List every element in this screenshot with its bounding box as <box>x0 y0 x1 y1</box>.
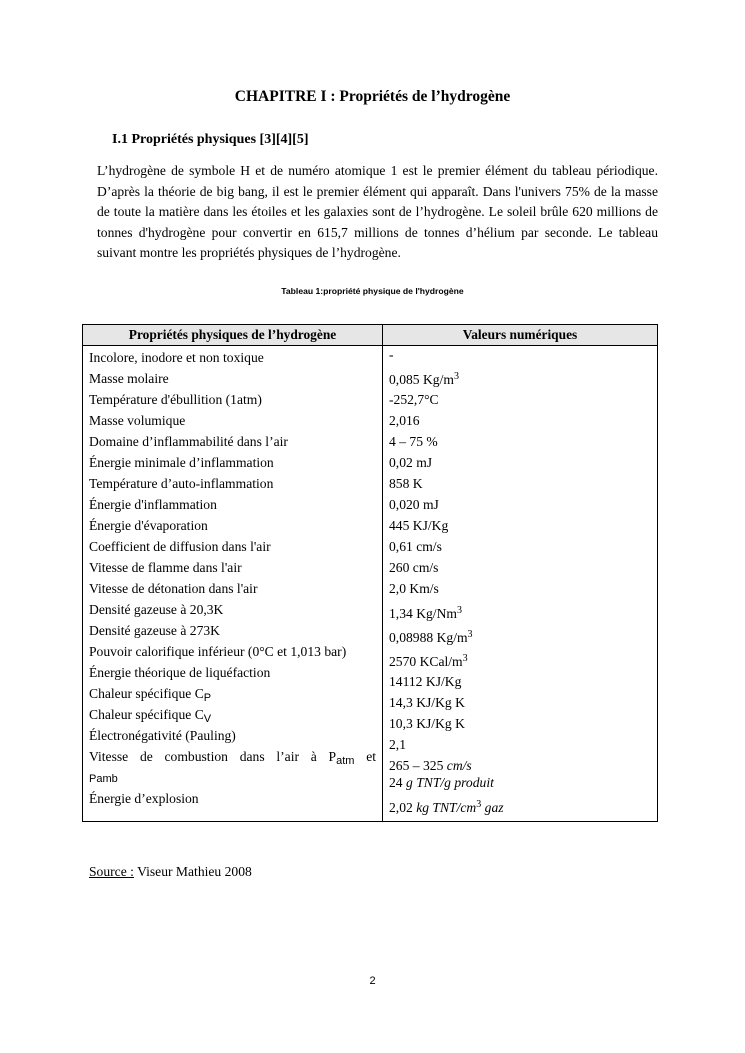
property-name: Incolore, inodore et non toxique <box>89 350 264 365</box>
value-cell: 260 cm/s <box>389 560 439 575</box>
page-number: 2 <box>369 975 376 987</box>
section-title: I.1 Propriétés physiques [3][4][5] <box>112 132 309 147</box>
property-name: Énergie d'évaporation <box>89 518 208 533</box>
property-name: Température d’auto-inflammation <box>89 476 274 491</box>
property-column <box>83 346 383 822</box>
property-name: Énergie minimale d’inflammation <box>89 455 274 470</box>
table-caption: Tableau 1:propriété physique de l'hydrogène <box>281 286 464 296</box>
properties-table <box>82 324 658 822</box>
value-column <box>383 346 658 822</box>
value-cell: 1,34 Kg/Nm$^3$ <box>389 605 462 621</box>
value-cell: 445 KJ/Kg <box>389 518 449 533</box>
value-cell: -252,7°C <box>389 392 439 407</box>
header-value: Valeurs numériques <box>383 325 658 346</box>
source-line <box>89 864 252 880</box>
value-cell: 0,085 $Kg/m^3$ <box>389 371 459 387</box>
property-name: Électronégativité (Pauling) <box>89 728 236 743</box>
property-name: Coefficient de diffusion dans l'air <box>89 539 271 554</box>
value-cell: 10,3 KJ/Kg K <box>389 716 465 731</box>
property-name: Densité gazeuse à 20,3K <box>89 602 224 617</box>
source-text: Viseur Mathieu 2008 <box>137 864 252 879</box>
intro-paragraph: L’hydrogène de symbole H et de numéro atomique 1 est le premier élément du tableau périodique. D’après la théorie de big bang, il est le premier élément qui apparaît. Dans l'univers 75% de la masse de toute la matière dans les étoiles et les galaxies sont de l’hydrogène. Le soleil brûle 620 millions de tonnes d'hydrogène pour convertir en 615,7 millions de tonnes d’hélium par seconde. Le tableau suivant montre les propriétés physiques de l’hydrogène. <box>97 163 658 261</box>
value-cell: 265 – 325 cm/s <box>389 758 472 773</box>
property-name: Densité gazeuse à 273K <box>89 623 220 638</box>
value-cell: 0,61 cm/s <box>389 539 442 554</box>
property-name-combustion-cont: Pamb <box>89 773 118 785</box>
source-label: Source : <box>89 864 134 879</box>
property-name-cp: Chaleur spécifique $C_P$ <box>89 686 212 704</box>
value-cell: 14112 KJ/Kg <box>389 674 462 689</box>
property-name: Température d'ébullition (1atm) <box>89 392 262 407</box>
value-cell: 0,08988 $Kg/m^3$ <box>389 629 473 645</box>
value-cell: 858 K <box>389 476 423 491</box>
table-header-row <box>83 325 658 346</box>
value-cell: 4 – 75 % <box>389 434 438 449</box>
property-name: Énergie d'inflammation <box>89 497 217 512</box>
value-cell: 0,020 mJ <box>389 497 439 512</box>
value-cell: - <box>389 347 394 362</box>
property-name: Énergie théorique de liquéfaction <box>89 665 271 680</box>
table-body-row <box>83 346 658 822</box>
value-cell: 2,1 <box>389 737 406 752</box>
property-name: Énergie d’explosion <box>89 791 199 806</box>
header-property: Propriétés physiques de l’hydrogène <box>83 325 383 346</box>
value-cell: 2,02 kg TNT/$cm^3$ gaz <box>389 799 504 815</box>
property-name: Pouvoir calorifique inférieur (0°C et 1,013 bar) <box>89 644 347 659</box>
property-name: Masse molaire <box>89 371 169 386</box>
property-name: Masse volumique <box>89 413 186 428</box>
value-cell: 14,3 KJ/Kg K <box>389 695 465 710</box>
value-cell: 24 g TNT/g produit <box>389 775 494 790</box>
chapter-title: CHAPITRE I : Propriétés de l’hydrogène <box>234 88 511 105</box>
property-name-cv: Chaleur spécifique $C_V$ <box>89 707 212 725</box>
property-name-combustion: Vitesse de combustion dans l’air à $P_{atm}$ et <box>89 749 376 767</box>
value-cell: 2,0 Km/s <box>389 581 439 596</box>
value-cell: 0,02 mJ <box>389 455 433 470</box>
property-name: Domaine d’inflammabilité dans l’air <box>89 434 288 449</box>
property-name: Vitesse de détonation dans l'air <box>89 581 258 596</box>
value-cell: 2,016 <box>389 413 420 428</box>
property-name: Vitesse de flamme dans l'air <box>89 560 242 575</box>
value-cell: 2570 KCal/$m^3$ <box>389 653 468 669</box>
